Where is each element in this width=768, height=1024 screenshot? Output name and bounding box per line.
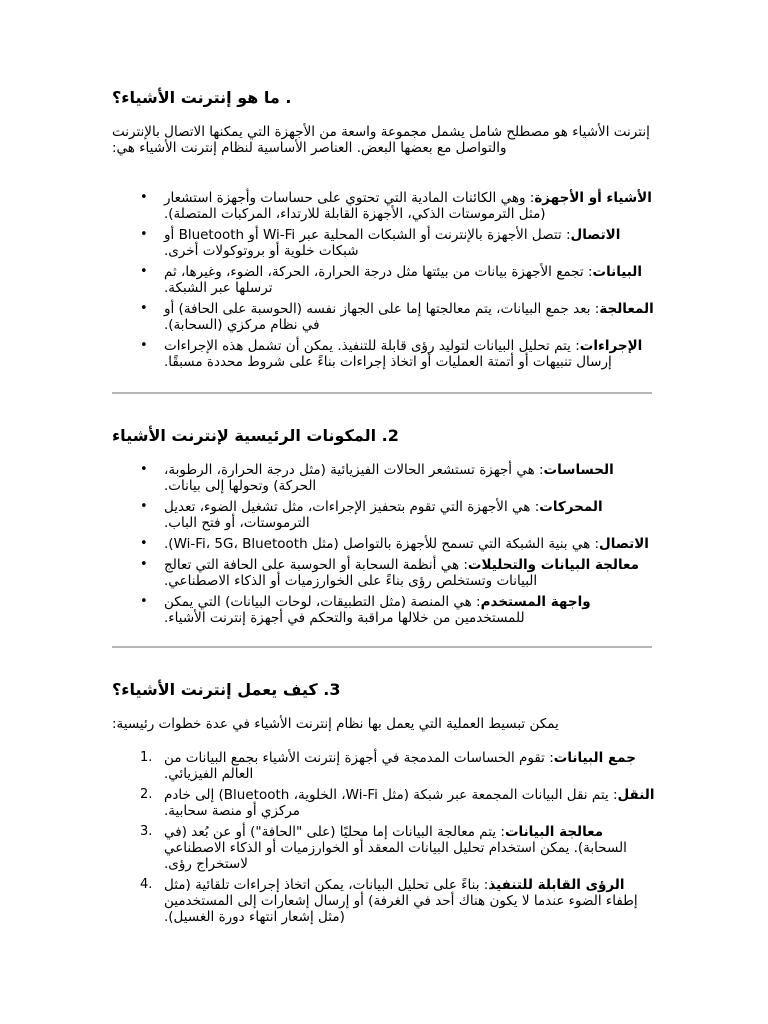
list-item [112, 750, 657, 782]
list-item-desc: : يتم نقل البيانات المجمعة عبر شبكة (مثل Wi-Fi، الخلوية، Bluetooth) إلى خادم مركزي أو منصة سحابية. [164, 787, 618, 819]
bullet-marker: • [140, 190, 148, 205]
section-1-title: . ما هو إنترنت الأشياء؟ [112, 88, 292, 107]
section-main-components [112, 426, 657, 446]
section-1-intro-text: إنترنت الأشياء هو مصطلح شامل يشمل مجموعة واسعة من الأجهزة التي يمكنها الاتصال بالإنترنت والتواصل مع بعضها البعض. العناصر الأساسية لنظام إنترنت الأشياء هي: [112, 124, 650, 156]
section-divider [112, 646, 652, 648]
bullet-marker: • [140, 338, 148, 353]
bullet-marker: • [140, 264, 148, 279]
list-item [112, 462, 657, 494]
list-number: 2. [140, 787, 153, 802]
list-item-desc: : يتم معالجة البيانات إما محليًا (على "الحافة") أو عن بُعد (في السحابة). يمكن استخدام تحليل البيانات المعقد أو الخوارزميات أو الذكاء الاصطناعي لاستخراج رؤى. [164, 824, 627, 872]
section-1-bullet-list [112, 190, 657, 370]
section-2-title: 2. المكونات الرئيسية لإنترنت الأشياء [112, 426, 399, 445]
bullet-marker: • [140, 557, 148, 572]
section-2-list [112, 462, 657, 631]
list-item-term: المحركات [539, 499, 603, 515]
list-item-term: معالجة البيانات [504, 824, 604, 840]
list-item-desc: : بعد جمع البيانات، يتم معالجتها إما على الجهاز نفسه (الحوسبة على الحافة) أو في نظام مركزي (السحابة). [164, 301, 600, 333]
section-what-is-iot [112, 88, 657, 108]
list-item [112, 824, 657, 872]
list-item-desc: : وهي الكائنات المادية التي تحتوي على حساسات وأجهزة استشعار (مثل الترموستات الذكي، الأجهزة القابلة للارتداء، المركبات المتصلة). [164, 190, 546, 222]
list-item [112, 787, 657, 819]
bullet-marker: • [140, 536, 148, 551]
list-item-desc: : تجمع الأجهزة بيانات من بيئتها مثل درجة الحرارة، الحركة، الضوء، وغيرها، ثم ترسلها عبر الشبكة. [164, 264, 593, 296]
bullet-marker: • [140, 499, 148, 514]
list-item-desc: : هي أنظمة السحابة أو الحوسبة على الحافة التي تعالج البيانات وتستخلص رؤى بناءً على الخوارزميات أو الذكاء الاصطناعي. [164, 557, 538, 589]
bullet-marker: • [140, 462, 148, 477]
list-item-desc: : تتصل الأجهزة بالإنترنت أو الشبكات المحلية عبر Wi-Fi أو Bluetooth أو شبكات خلوية أو بروتوكولات أخرى. [164, 227, 571, 259]
list-number: 4. [140, 877, 153, 892]
section-2-bullet-list [112, 462, 657, 626]
list-item-desc: : يتم تحليل البيانات لتوليد رؤى قابلة للتنفيذ. يمكن أن تشمل هذه الإجراءات إرسال تنبيهات أو أتمتة العمليات أو اتخاذ إجراءات بناءً على شروط محددة مسبقًا. [164, 338, 612, 370]
list-item-term: الاتصال [599, 536, 649, 552]
section-3-intro-text: يمكن تبسيط العملية التي يعمل بها نظام إنترنت الأشياء في عدة خطوات رئيسية: [112, 716, 559, 732]
section-3-list [112, 750, 657, 930]
section-divider [112, 392, 652, 394]
list-item-term: جمع البيانات [553, 750, 636, 766]
list-item-term: الاتصال [570, 227, 621, 243]
list-number: 3. [140, 824, 153, 839]
list-item [112, 877, 657, 925]
list-item-desc: : تقوم الحساسات المدمجة في أجهزة إنترنت الأشياء بجمع البيانات من العالم الفيزيائي. [164, 750, 554, 782]
section-3-title: 3. كيف يعمل إنترنت الأشياء؟ [112, 680, 341, 699]
section-3-numbered-list [112, 750, 657, 925]
list-item [112, 227, 657, 259]
list-item-term: البيانات [592, 264, 642, 280]
bullet-marker: • [140, 301, 148, 316]
list-item-term: الأشياء أو الأجهزة [534, 190, 652, 206]
list-item-term: الإجراءات [579, 338, 643, 354]
list-item [112, 190, 657, 222]
list-item-desc: : هي بنية الشبكة التي تسمح للأجهزة بالتواصل (مثل Wi-Fi، 5G، Bluetooth). [164, 536, 600, 552]
bullet-marker: • [140, 594, 148, 609]
list-item [112, 594, 657, 626]
list-item [112, 499, 657, 531]
list-item-term: المعالجة [599, 301, 654, 317]
list-item-term: معالجة البيانات والتحليلات [467, 557, 639, 573]
list-item-desc: : هي أجهزة تستشعر الحالات الفيزيائية (مثل درجة الحرارة، الرطوبة، الحركة) وتحولها إلى بيانات. [164, 462, 544, 494]
section-how-iot-works [112, 680, 657, 700]
list-item-desc: : هي الأجهزة التي تقوم بتحفيز الإجراءات، مثل تشغيل الضوء، تعديل الترموستات، أو فتح الباب. [164, 499, 540, 531]
list-item [112, 557, 657, 589]
list-item [112, 338, 657, 370]
list-item-term: الرؤى القابلة للتنفيذ [488, 877, 625, 893]
list-number: 1. [140, 750, 153, 765]
bullet-marker: • [140, 227, 148, 242]
list-item [112, 536, 657, 552]
list-item [112, 301, 657, 333]
list-item-term: النقل [617, 787, 655, 803]
section-3-intro [112, 716, 657, 732]
list-item-desc: : هي المنصة (مثل التطبيقات، لوحات البيانات) التي يمكن للمستخدمين من خلالها مراقبة والتحكم في أجهزة إنترنت الأشياء. [164, 594, 525, 626]
section-1-intro [112, 124, 657, 156]
list-item [112, 264, 657, 296]
section-1-list [112, 190, 657, 375]
list-item-term: واجهة المستخدم [480, 594, 591, 610]
list-item-term: الحساسات [543, 462, 614, 478]
list-item-desc: : بناءً على تحليل البيانات، يمكن اتخاذ إجراءات تلقائية (مثل إطفاء الضوء عندما لا يكون هناك أحد في الغرفة) أو إرسال إشعارات إلى المستخدمين (مثل إشعار انتهاء دورة الغسيل). [164, 877, 638, 925]
